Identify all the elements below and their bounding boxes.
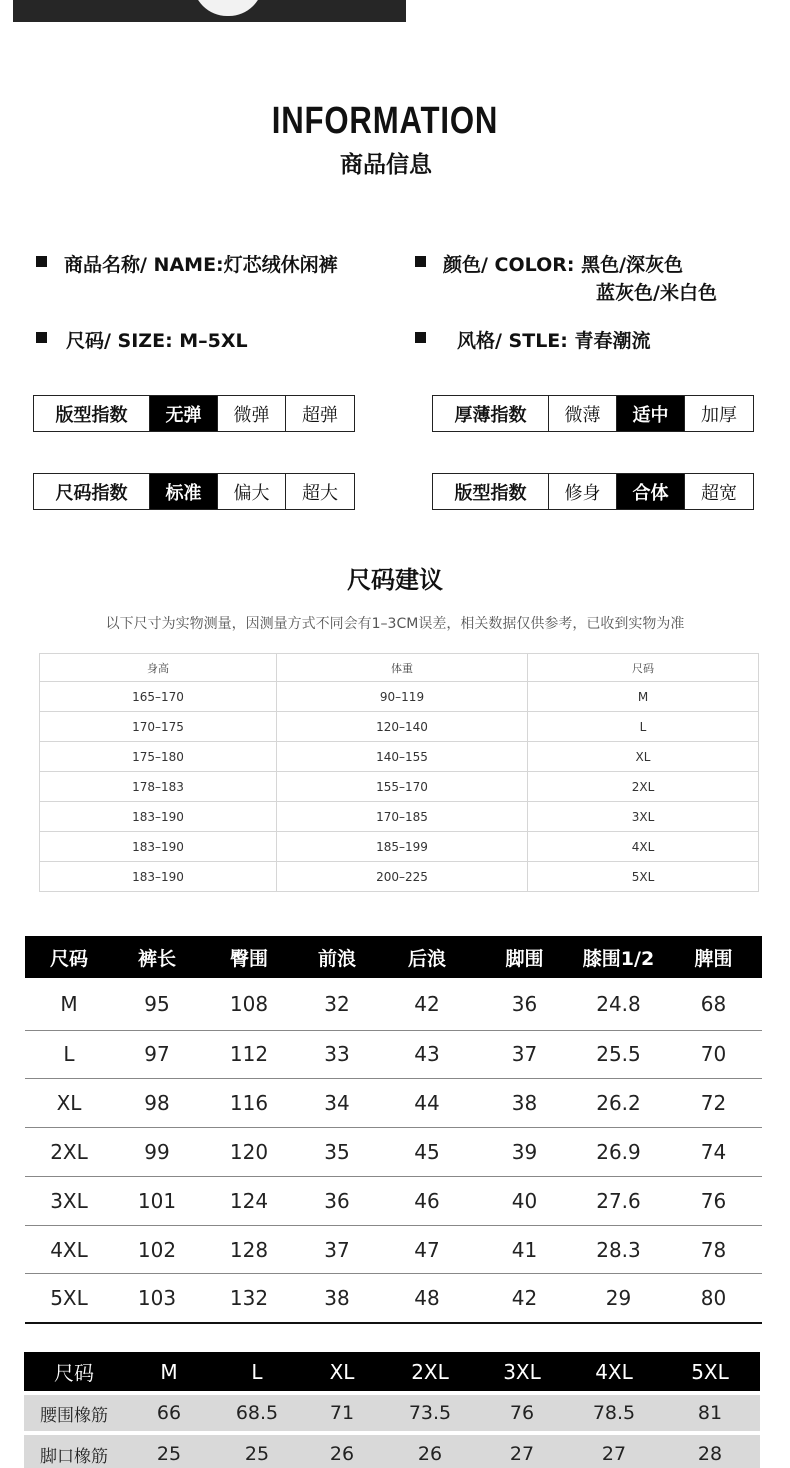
col-header: 2XL (384, 1352, 476, 1393)
size-suggestion-title: 尺码建议 (347, 566, 443, 594)
table-row (40, 772, 759, 802)
table-row (25, 1079, 762, 1128)
col-header: 5XL (660, 1352, 760, 1393)
table-row (25, 1225, 762, 1274)
cell: 5XL (25, 1274, 113, 1323)
cell: 45 (377, 1128, 477, 1177)
col-header: 4XL (568, 1352, 660, 1393)
index-option: 微薄 (549, 396, 617, 431)
col-header: 膝围1/2 (572, 936, 665, 978)
cell: 2XL (25, 1128, 113, 1177)
size-index (33, 473, 355, 510)
cell: 38 (297, 1274, 377, 1323)
col-header: 身高 (40, 654, 277, 682)
cell: 120–140 (277, 712, 528, 742)
col-header: L (214, 1352, 300, 1393)
cell: 3XL (528, 802, 759, 832)
cell: 170–175 (40, 712, 277, 742)
cell: 35 (297, 1128, 377, 1177)
col-header: M (124, 1352, 214, 1393)
cell: 25.5 (572, 1030, 665, 1079)
index-option: 超弹 (302, 404, 338, 426)
index-label: 版型指数 (34, 396, 150, 431)
cell: 47 (377, 1225, 477, 1274)
table-row (24, 1393, 760, 1433)
cell: 26.2 (572, 1079, 665, 1128)
cell: 71 (300, 1393, 384, 1433)
cell: 4XL (25, 1225, 113, 1274)
bullet-square-icon (415, 256, 426, 267)
col-header: 臀围 (201, 936, 297, 978)
table-row (24, 1433, 760, 1468)
info-color-text-line2: 蓝灰色/米白色 (596, 282, 717, 304)
fit-index (33, 395, 355, 432)
cell: 25 (214, 1433, 300, 1468)
cell: 175–180 (40, 742, 277, 772)
cell: 183–190 (40, 832, 277, 862)
cell: 36 (297, 1176, 377, 1225)
cell: 68 (665, 978, 762, 1030)
table-row (40, 832, 759, 862)
table-row (25, 1176, 762, 1225)
cut-index (432, 473, 754, 510)
cell: 32 (297, 978, 377, 1030)
cell: M (25, 978, 113, 1030)
cell: 27.6 (572, 1176, 665, 1225)
col-header: 脾围 (665, 936, 762, 978)
cell: 44 (377, 1079, 477, 1128)
cell: 26 (384, 1433, 476, 1468)
cell: 48 (377, 1274, 477, 1323)
cell: 101 (113, 1176, 201, 1225)
table-row (25, 1274, 762, 1323)
cell: 170–185 (277, 802, 528, 832)
cell: 97 (113, 1030, 201, 1079)
cell: XL (25, 1079, 113, 1128)
cell: 116 (201, 1079, 297, 1128)
cell: 95 (113, 978, 201, 1030)
cell: 42 (377, 978, 477, 1030)
cell: 4XL (528, 832, 759, 862)
table-header-row (40, 654, 759, 682)
index-option-selected: 标准 (150, 474, 218, 509)
cell: 29 (572, 1274, 665, 1323)
cell: L (528, 712, 759, 742)
cell: M (528, 682, 759, 712)
table-row (40, 862, 759, 892)
measurement-table (25, 936, 762, 1324)
cell: 120 (201, 1128, 297, 1177)
cell: 132 (201, 1274, 297, 1323)
table-row (25, 978, 762, 1030)
table-row (40, 742, 759, 772)
cell: 40 (477, 1176, 572, 1225)
index-label: 厚薄指数 (433, 396, 549, 431)
col-header: XL (300, 1352, 384, 1393)
cell: 28.3 (572, 1225, 665, 1274)
col-header: 3XL (476, 1352, 568, 1393)
col-header: 尺码 (25, 936, 113, 978)
index-option-selected: 无弹 (150, 396, 218, 431)
cell: 185–199 (277, 832, 528, 862)
cell: 99 (113, 1128, 201, 1177)
heading-english: INFORMATION (271, 100, 499, 142)
index-option: 微弹 (218, 396, 286, 431)
cell: 37 (477, 1030, 572, 1079)
cell: 112 (201, 1030, 297, 1079)
cell: 24.8 (572, 978, 665, 1030)
cell: 78.5 (568, 1393, 660, 1433)
bullet-square-icon (36, 332, 47, 343)
cell: 33 (297, 1030, 377, 1079)
cell: 103 (113, 1274, 201, 1323)
elastic-table (24, 1352, 760, 1468)
cell: 80 (665, 1274, 762, 1323)
cell: 78 (665, 1225, 762, 1274)
col-header: 前浪 (297, 936, 377, 978)
row-label: 腰围橡筋 (24, 1393, 124, 1433)
bullet-square-icon (415, 332, 426, 343)
table-header-row (24, 1352, 760, 1393)
row-label: 脚口橡筋 (24, 1433, 124, 1468)
cell: L (25, 1030, 113, 1079)
cell: 66 (124, 1393, 214, 1433)
cell: 26.9 (572, 1128, 665, 1177)
photo-shape (193, 0, 263, 16)
cell: 140–155 (277, 742, 528, 772)
info-size-text: 尺码/ SIZE: M–5XL (66, 330, 248, 352)
col-header: 尺码 (24, 1352, 124, 1393)
col-header: 裤长 (113, 936, 201, 978)
table-header-row (25, 936, 762, 978)
index-option: 超大 (302, 482, 338, 504)
cell: 102 (113, 1225, 201, 1274)
index-label: 尺码指数 (34, 474, 150, 509)
cell: 5XL (528, 862, 759, 892)
cell: 155–170 (277, 772, 528, 802)
thickness-index (432, 395, 754, 432)
cell: 38 (477, 1079, 572, 1128)
col-header: 体重 (277, 654, 528, 682)
cell: 36 (477, 978, 572, 1030)
col-header: 后浪 (377, 936, 477, 978)
cell: 26 (300, 1433, 384, 1468)
cell: 76 (665, 1176, 762, 1225)
col-header: 脚围 (477, 936, 572, 978)
cell: 28 (660, 1433, 760, 1468)
table-row (40, 802, 759, 832)
cell: 98 (113, 1079, 201, 1128)
cell: 34 (297, 1079, 377, 1128)
col-header: 尺码 (528, 654, 759, 682)
cell: 68.5 (214, 1393, 300, 1433)
table-row (40, 712, 759, 742)
size-suggestion-table (39, 653, 759, 892)
cell: 165–170 (40, 682, 277, 712)
size-suggestion-note: 以下尺寸为实物测量，因测量方式不同会有1–3CM误差，相关数据仅供参考，已收到实物为准 (105, 616, 685, 632)
cell: 25 (124, 1433, 214, 1468)
index-option-selected: 适中 (617, 396, 685, 431)
product-photo-bottom (13, 0, 406, 22)
cell: 72 (665, 1079, 762, 1128)
cell: 178–183 (40, 772, 277, 802)
bullet-square-icon (36, 256, 47, 267)
table-row (40, 682, 759, 712)
cell: 200–225 (277, 862, 528, 892)
cell: 3XL (25, 1176, 113, 1225)
cell: 2XL (528, 772, 759, 802)
cell: 128 (201, 1225, 297, 1274)
cell: 37 (297, 1225, 377, 1274)
cell: 39 (477, 1128, 572, 1177)
cell: XL (528, 742, 759, 772)
index-option: 偏大 (218, 474, 286, 509)
cell: 41 (477, 1225, 572, 1274)
index-option: 加厚 (701, 404, 737, 426)
index-option-selected: 合体 (617, 474, 685, 509)
info-style-text: 风格/ STLE: 青春潮流 (457, 330, 651, 352)
cell: 90–119 (277, 682, 528, 712)
table-row (25, 1128, 762, 1177)
cell: 74 (665, 1128, 762, 1177)
cell: 42 (477, 1274, 572, 1323)
cell: 81 (660, 1393, 760, 1433)
index-option: 修身 (549, 474, 617, 509)
cell: 70 (665, 1030, 762, 1079)
cell: 108 (201, 978, 297, 1030)
cell: 183–190 (40, 862, 277, 892)
cell: 124 (201, 1176, 297, 1225)
index-label: 版型指数 (433, 474, 549, 509)
table-row (25, 1030, 762, 1079)
cell: 183–190 (40, 802, 277, 832)
cell: 27 (568, 1433, 660, 1468)
cell: 46 (377, 1176, 477, 1225)
info-name-text: 商品名称/ NAME:灯芯绒休闲裤 (64, 254, 338, 276)
cell: 43 (377, 1030, 477, 1079)
cell: 73.5 (384, 1393, 476, 1433)
index-option: 超宽 (701, 482, 737, 504)
info-color-text: 颜色/ COLOR: 黑色/深灰色 (443, 254, 684, 276)
cell: 76 (476, 1393, 568, 1433)
heading-chinese: 商品信息 (340, 152, 432, 178)
cell: 27 (476, 1433, 568, 1468)
